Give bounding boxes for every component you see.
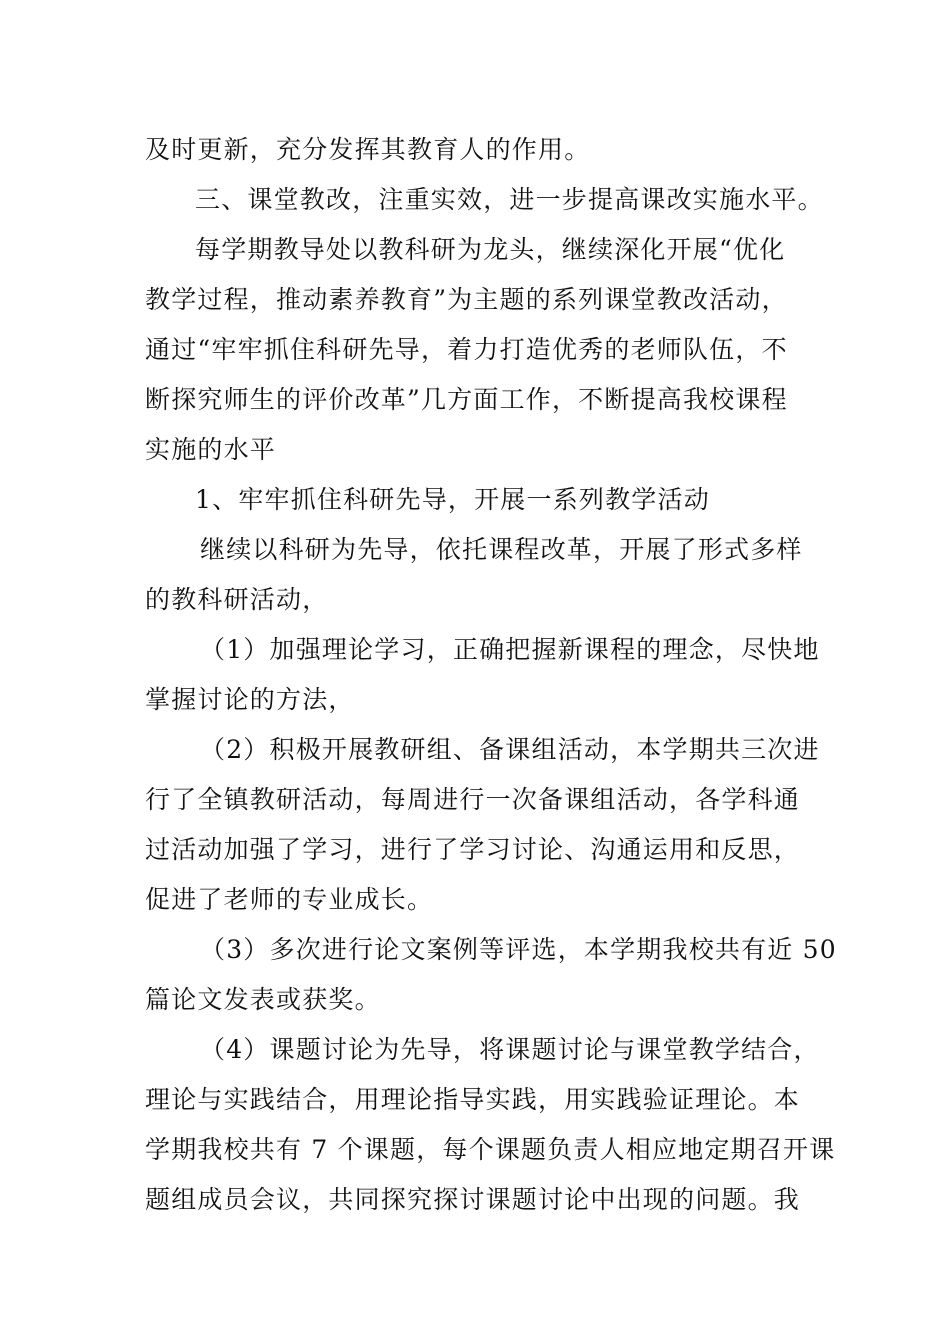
paragraph-line-3: 通过“牢牢抓住科研先导，着力打造优秀的老师队伍，不 (145, 335, 788, 364)
list-item-4-line-1: （4）课题讨论为先导，将课题讨论与课堂教学结合， (200, 1035, 820, 1064)
list-item-2-line-1: （2）积极开展教研组、备课组活动，本学期共三次进 (200, 735, 820, 764)
list-item-2-line-3: 过活动加强了学习，进行了学习讨论、沟通运用和反思， (145, 835, 801, 864)
list-item-2-line-2: 行了全镇教研活动，每周进行一次备课组活动，各学科通 (145, 785, 801, 814)
list-item-4-line-4: 题组成员会议，共同探究探讨课题讨论中出现的问题。我 (145, 1185, 801, 1214)
list-item-4-line-2: 理论与实践结合，用理论指导实践，用实践验证理论。本 (145, 1085, 801, 1114)
subheading-1: 1、牢牢抓住科研先导，开展一系列教学活动 (195, 485, 710, 514)
paragraph-line-1: 每学期教导处以教科研为龙头，继续深化开展“优化 (195, 235, 786, 264)
list-item-1-line-1: （1）加强理论学习，正确把握新课程的理念，尽快地 (200, 635, 820, 664)
paragraph-line-6: 继续以科研为先导，依托课程改革，开展了形式多样 (200, 535, 803, 564)
text-line-1: 及时更新，充分发挥其教育人的作用。 (145, 135, 591, 164)
paragraph-line-7: 的教科研活动， (145, 585, 329, 614)
paragraph-line-4: 断探究师生的评价改革”几方面工作，不断提高我校课程 (145, 385, 788, 414)
list-item-3-line-2: 篇论文发表或获奖。 (145, 985, 381, 1014)
list-item-3-line-1: （3）多次进行论文案例等评选，本学期我校共有近 50 (200, 935, 837, 964)
list-item-2-line-4: 促进了老师的专业成长。 (145, 885, 434, 914)
list-item-1-line-2: 掌握讨论的方法， (145, 685, 355, 714)
paragraph-line-2: 教学过程，推动素养教育”为主题的系列课堂教改活动， (145, 285, 788, 314)
paragraph-line-5: 实施的水平 (145, 435, 277, 464)
section-heading-3: 三、课堂教改，注重实效，进一步提高课改实施水平。 (195, 185, 824, 214)
list-item-4-line-3: 学期我校共有 7 个课题，每个课题负责人相应地定期召开课 (145, 1135, 836, 1164)
